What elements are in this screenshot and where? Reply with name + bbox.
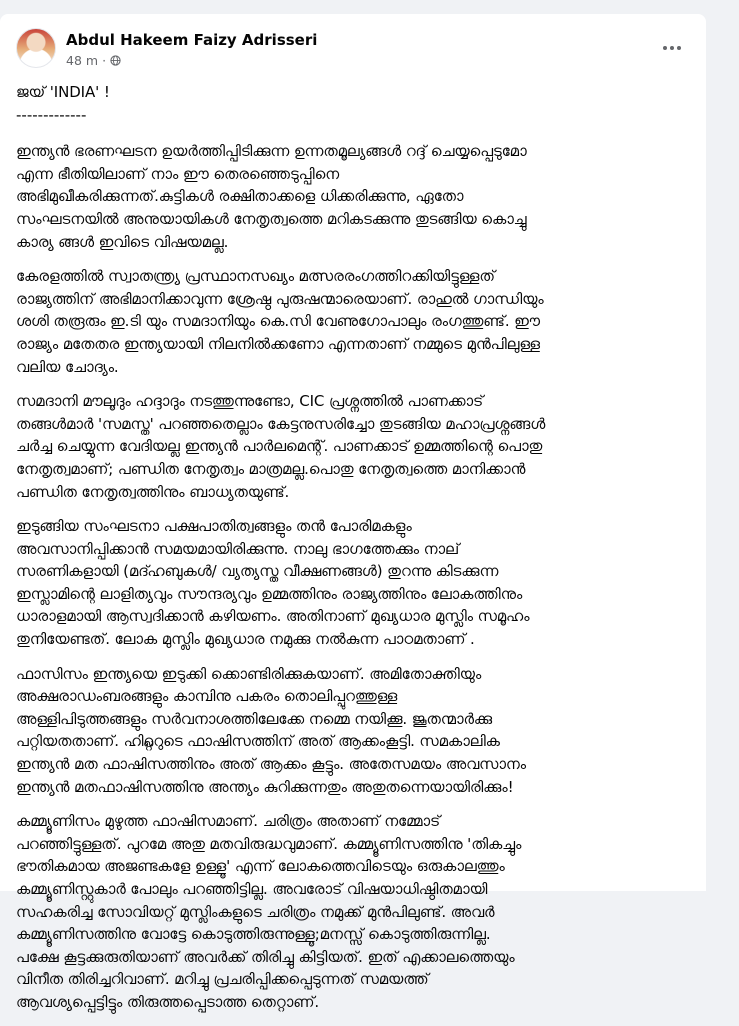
paragraph-line: ഇന്ത്യൻ മത ഫാഷിസത്തിനും അത് ആക്കം കൂട്ടും. അതേസമയം അവസാനം	[16, 755, 526, 774]
paragraph-line: വിനീത തിരിച്ചറിവാണ്. മറിച്ചു പ്രചരിപ്പിക്കപ്പെടുന്നത് സമയത്ത്	[16, 970, 429, 989]
paragraph-line: അള്ളിപിടുത്തങ്ങളും സർവനാശത്തിലേക്കേ നമ്മെ നയിക്കൂ. ജൂതന്മാർക്കു	[16, 709, 493, 728]
paragraph-line: അഭിമുഖീകരിക്കുന്നത്.കുട്ടികൾ രക്ഷിതാക്കളെ ധിക്കരിക്കുന്നു, ഏതോ	[16, 187, 464, 206]
paragraph-line: സരണികളായി (മദ്ഹബുകൾ/ വ്യത്യസ്ത വീക്ഷണങ്ങൾ) തുറന്നു കിടക്കുന്ന	[16, 562, 499, 581]
paragraph-line: സമദാനി മൗലൂദും ഹദ്ദാദും നടത്തുന്നുണ്ടോ, CIC പ്രശ്നത്തിൽ പാണക്കാട്	[16, 392, 484, 411]
paragraph-line: കമ്മ്യൂണിസത്തിനു വോട്ടേ കൊടുത്തിരുന്നുള്ളൂ;മനസ്സ് കൊടുത്തിരുന്നില്ല.	[16, 925, 491, 944]
post-body	[16, 81, 694, 1026]
author-name[interactable]: Abdul Hakeem Faizy Adrisseri	[66, 31, 318, 49]
paragraph-line: കമ്മ്യൂണിസ്റ്റുകാർ പോലും പറഞ്ഞിട്ടില്ല. അവരോട് വിഷയാധിഷ്ഠിതമായി	[16, 880, 488, 898]
paragraph-line: വലിയ ചോദ്യം.	[16, 357, 119, 376]
paragraph-line: സംഘടനയിൽ അനുയായികൾ നേതൃത്വത്തെ മറികടക്കുന്നു തുടങ്ങിയ കൊച്ചു	[16, 209, 527, 228]
paragraph-line: കമ്മ്യൂണിസം മുഴുത്ത ഫാഷിസമാണ്. ചരിത്രം അതാണ് നമ്മോട്	[16, 812, 441, 831]
post-paragraph	[16, 140, 694, 253]
post-paragraphs	[16, 140, 694, 1013]
paragraph-line: കേരളത്തിൽ സ്വാതന്ത്ര്യ പ്രസ്ഥാനസഖ്യം മത്സരരംഗത്തിറക്കിയിട്ടുള്ളത്	[16, 267, 495, 286]
paragraph-line: പണ്ഡിത നേതൃത്വത്തിനും ബാധ്യതയുണ്ട്.	[16, 482, 290, 501]
paragraph-line: പക്ഷേ കൂട്ടക്കുരുതിയാണ് അവർക്ക് തിരിച്ചു കിട്ടിയത്. ഇത് എക്കാലത്തെയും	[16, 947, 515, 966]
post-paragraph	[16, 265, 694, 378]
paragraph-line: നേതൃത്വമാണ്; പണ്ഡിത നേതൃത്വം മാത്രമല്ല.പൊതു നേതൃത്വത്തെ മാനിക്കാൻ	[16, 459, 526, 478]
more-horizontal-icon[interactable]	[658, 34, 686, 62]
globe-icon[interactable]	[110, 55, 121, 66]
paragraph-line: ചർച്ച ചെയ്യുന്ന വേദിയല്ല ഇന്ത്യൻ പാർലമെന്റ്. പാണക്കാട് ഉമ്മത്തിന്റെ പൊതു	[16, 437, 543, 456]
meta-separator: ·	[102, 53, 107, 68]
author-avatar[interactable]	[16, 28, 56, 68]
paragraph-line: ഫാസിസം ഇന്ത്യയെ ഇടുക്കി ക്കൊണ്ടിരിക്കുകയാണ്. അമിതോക്തിയും	[16, 664, 482, 683]
paragraph-line: തുനിയേണ്ടത്. ലോക മുസ്ലിം മുഖ്യധാര നമുക്കു നൽകുന്ന പാഠമതാണ് .	[16, 630, 475, 649]
paragraph-line: ആവശ്യപ്പെട്ടിട്ടും തിരുത്തപ്പെടാത്ത തെറ്റാണ്.	[16, 992, 319, 1011]
paragraph-line: ഇന്ത്യൻ മതഫാഷിസത്തിനു അന്ത്യം കുറിക്കുന്നതും അതുതന്നെയായിരിക്കും!	[16, 777, 514, 796]
post-divider: -------------	[16, 105, 87, 124]
paragraph-line: ഭൗതികമായ അജണ്ടകളേ ഉള്ളൂ' എന്ന് ലോകത്തെവിടെയും ഒരുകാലത്തും	[16, 857, 505, 876]
paragraph-line: എന്ന ഭീതിയിലാണ് നാം ഈ തെരഞ്ഞെടുപ്പിനെ	[16, 164, 340, 183]
post-paragraph	[16, 663, 694, 799]
paragraph-line: ഇടുങ്ങിയ സംഘടനാ പക്ഷപാതിത്വങ്ങളും തൻ പോരിമകളും	[16, 517, 412, 536]
post-header	[16, 28, 690, 72]
paragraph-line: അവസാനിപ്പിക്കാൻ സമയമായിരിക്കുന്നു. നാലു ഭാഗത്തേക്കും നാല്	[16, 539, 460, 558]
paragraph-line: ഇസ്ലാമിന്റെ ലാളിത്യവും സൗന്ദര്യവും ഉമ്മത്തിനും രാജ്യത്തിനും ലോകത്തിനും	[16, 584, 523, 603]
paragraph-line: ധാരാളമായി ആസ്വദിക്കാൻ കഴിയണം. അതിനാണ് മുഖ്യധാര മുസ്ലിം സമൂഹം	[16, 607, 530, 626]
paragraph-line: രാജ്യത്തിന് അഭിമാനിക്കാവുന്ന ശ്രേഷ്ഠ പുരുഷന്മാരെയാണ്. രാഹുൽ ഗാന്ധിയും	[16, 289, 544, 308]
paragraph-line: തങ്ങൾമാർ 'സമസ്ത' പറഞ്ഞതെല്ലാം കേട്ടനുസരിച്ചോ തുടങ്ങിയ മഹാപ്രശ്നങ്ങൾ	[16, 414, 546, 433]
post-time[interactable]: 48 m	[66, 53, 99, 68]
post-paragraph	[16, 515, 694, 651]
paragraph-line: ഇന്ത്യൻ ഭരണഘടന ഉയർത്തിപ്പിടിക്കുന്ന ഉന്നതമൂല്യങ്ങൾ റദ്ദ് ചെയ്യപ്പെടുമോ	[16, 142, 527, 161]
paragraph-line: രാജ്യം മതേതര ഇന്ത്യയായി നിലനിൽക്കണോ എന്നതാണ് നമ്മുടെ മുൻപിലുള്ള	[16, 334, 540, 353]
post-greeting: ജയ് 'INDIA' !	[16, 83, 110, 101]
post-paragraph	[16, 810, 694, 1013]
paragraph-line: കാര്യ ങ്ങൾ ഇവിടെ വിഷയമല്ല.	[16, 232, 229, 251]
paragraph-line: പറ്റിയതതാണ്. ഹിറ്റ്ലറുടെ ഫാഷിസത്തിന് അത് ആക്കംകൂട്ടി. സമകാലിക	[16, 732, 500, 751]
paragraph-line: സഹകരിച്ച സോവിയറ്റ് മുസ്ലിംകളുടെ ചരിത്രം നമുക്ക് മുൻപിലുണ്ട്. അവർ	[16, 902, 495, 921]
post-card	[0, 14, 706, 1011]
paragraph-line: അക്ഷരാഡംബരങ്ങളും കാമ്പിനു പകരം തൊലിപ്പുറത്തുള്ള	[16, 687, 398, 706]
paragraph-line: പറഞ്ഞിട്ടുള്ളത്. പുറമേ അതു മതവിരുദ്ധവുമാണ്. കമ്മ്യൂണിസത്തിനു 'തികച്ചും	[16, 834, 522, 853]
post-paragraph	[16, 390, 694, 503]
post-meta	[66, 53, 121, 68]
paragraph-line: ശശി തരൂരും ഇ.ടി യും സമദാനിയും കെ.സി വേണുഗോപാലും രംഗത്തുണ്ട്. ഈ	[16, 312, 541, 331]
